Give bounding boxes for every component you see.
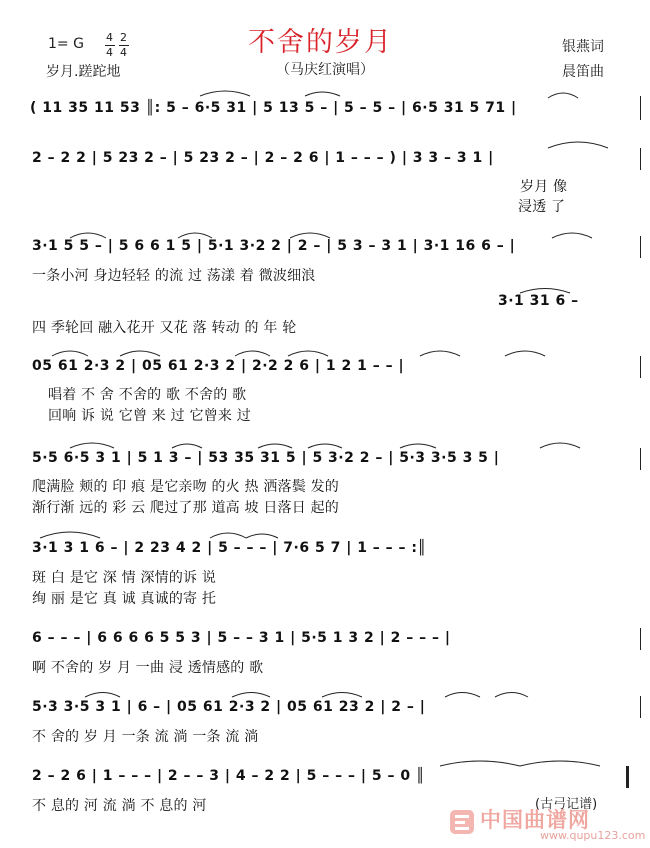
score-line-5: 05 61 2·3 2 | 05 61 2·3 2 | 2·2 2 6 | 1 2 1 – – | bbox=[32, 358, 405, 374]
lyric-line-8: 啊 不舍的 岁 月 一曲 浸 透情感的 歌 bbox=[32, 660, 264, 676]
composer: 晨笛曲 bbox=[562, 64, 604, 80]
lyric-line-5a: 唱着 不 舍 不舍的 歌 不舍的 歌 bbox=[48, 387, 247, 403]
score-line-7: 3·1 3 1 6 – | 2 23 4 2 | 5 – – – | 7·6 5 7 | 1 – – – :║ bbox=[32, 540, 427, 556]
score-line-4: 3·1 31 6 – bbox=[498, 293, 579, 309]
lyric-line-4: 四 季轮回 融入花开 又花 落 转动 的 年 轮 bbox=[32, 320, 297, 336]
time-sig-2-den: 4 bbox=[120, 46, 127, 59]
lyric-line-7a: 斑 白 是它 深 情 深情的诉 说 bbox=[32, 570, 217, 586]
lyric-line-6a: 爬满脸 颊的 印 痕 是它亲吻 的火 热 洒落鬓 发的 bbox=[32, 479, 340, 495]
time-sig-2-num: 2 bbox=[120, 31, 127, 44]
time-sig-1-num: 4 bbox=[106, 31, 113, 44]
score-line-2: 2 – 2 2 | 5 23 2 – | 5 23 2 – | 2 – 2 6 | 1 – – – ) | 3 3 – 3 1 | bbox=[32, 150, 494, 166]
score-line-6: 5·5 6·5 3 1 | 5 1 3 – | 53 35 31 5 | 5 3·2 2 – | 5·3 3·5 3 5 | bbox=[32, 450, 500, 466]
lyric-line-5b: 回响 诉 说 它曾 来 过 它曾来 过 bbox=[48, 408, 251, 424]
lyric-line-2a: 岁月 像 bbox=[520, 179, 568, 195]
lyric-line-3: 一条小河 身边轻轻 的流 过 荡漾 着 微波细浪 bbox=[32, 268, 316, 284]
lyricist: 银燕词 bbox=[562, 39, 604, 55]
lyric-line-10: 不 息的 河 流 淌 不 息的 河 bbox=[32, 798, 207, 814]
score-line-1: ( 11 35 11 53 ║: 5 – 6·5 31 | 5 13 5 – | 5 – 5 – | 6·5 31 5 71 | bbox=[30, 100, 517, 116]
watermark-url: www.qupu123.com bbox=[540, 829, 646, 842]
score-line-3: 3·1 5 5 – | 5 6 6 1 5 | 5·1 3·2 2 | 2 – | 5 3 – 3 1 | 3·1 16 6 – | bbox=[32, 238, 516, 254]
time-sig-1-den: 4 bbox=[106, 46, 113, 59]
lyric-line-7b: 绚 丽 是它 真 诚 真诚的寄 托 bbox=[32, 591, 217, 607]
lyric-line-9: 不 舍的 岁 月 一条 流 淌 一条 流 淌 bbox=[32, 729, 259, 745]
song-subtitle: （马庆红演唱） bbox=[276, 62, 374, 78]
score-line-8: 6 – – – | 6 6 6 6 5 5 3 | 5 – – 3 1 | 5·5 1 3 2 | 2 – – – | bbox=[32, 630, 451, 646]
transcriber-credit: (古弓记谱) bbox=[535, 797, 598, 812]
song-title: 不舍的岁月 bbox=[248, 27, 393, 58]
key-signature: 1= G bbox=[48, 36, 84, 52]
score-line-9: 5·3 3·5 3 1 | 6 – | 05 61 2·3 2 | 05 61 23 2 | 2 – | bbox=[32, 699, 426, 715]
lyric-line-6b: 渐行渐 远的 彩 云 爬过了那 道高 坡 日落日 起的 bbox=[32, 500, 340, 516]
score-line-10: 2 – 2 6 | 1 – – – | 2 – – 3 | 4 – 2 2 | 5 – – – | 5 – 0 ║ bbox=[32, 768, 425, 784]
watermark-logo-icon bbox=[448, 808, 476, 836]
lyric-line-2b: 浸透 了 bbox=[518, 199, 566, 215]
source-label: 岁月.蹉跎地 bbox=[46, 64, 121, 80]
watermark-brand: 中国曲谱网 bbox=[480, 808, 590, 832]
